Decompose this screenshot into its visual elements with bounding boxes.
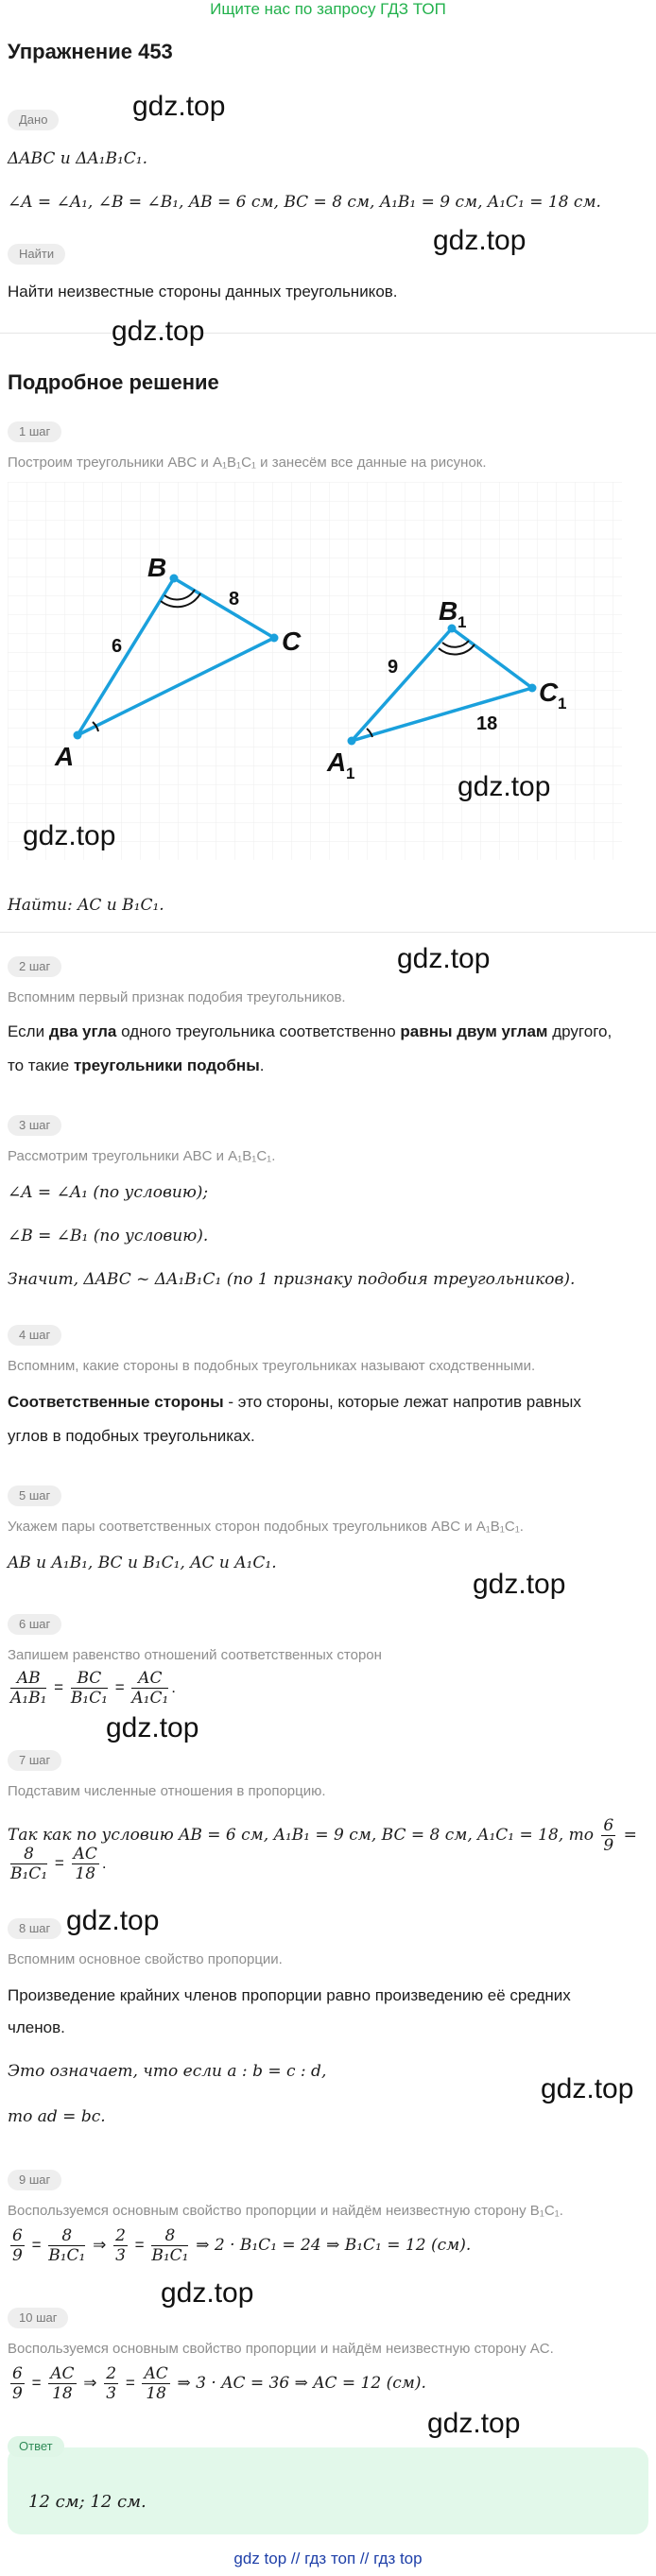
fraction	[48, 2226, 85, 2265]
vertex-a1	[348, 737, 356, 746]
equals-sign: =	[134, 2235, 145, 2254]
label-a1: A	[327, 747, 347, 777]
numerator: 8	[151, 2226, 188, 2246]
watermark: gdz.top	[457, 771, 551, 802]
answer-text: 12 см; 12 см.	[28, 2492, 147, 2512]
step-4-description: Вспомним, какие стороны в подобных треугольниках называют сходственными.	[8, 1358, 536, 1374]
text: то такие	[8, 1056, 70, 1074]
equals-sign: =	[54, 1677, 64, 1696]
equation-tail: ⇒ 3 · AC = 36 ⇒ AC = 12 (см).	[177, 2373, 426, 2393]
watermark: gdz.top	[427, 2408, 521, 2439]
denominator: 3	[106, 2384, 117, 2403]
watermark: gdz.top	[106, 1712, 199, 1743]
label-b1: B	[439, 596, 458, 626]
side-bc-label: 8	[229, 589, 240, 610]
numerator: 2	[115, 2226, 126, 2245]
step-1-tag: 1 шаг	[8, 421, 61, 442]
denominator: B₁C₁	[10, 1864, 48, 1883]
fraction	[71, 1669, 108, 1708]
exercise-title: Упражнение 453	[8, 40, 173, 63]
side-ab-label: 6	[112, 636, 123, 657]
numerator: 8	[48, 2226, 85, 2246]
text: - это стороны, которые лежат напротив равных	[223, 1393, 581, 1411]
step-6-description: Запишем равенство отношений соответственных сторон	[8, 1647, 382, 1663]
equals-sign: =	[54, 1853, 64, 1872]
bold-text: равны двум углам	[400, 1022, 548, 1040]
fraction	[72, 1845, 99, 1883]
watermark: gdz.top	[66, 1905, 160, 1936]
numerator: AC	[131, 1669, 168, 1689]
numerator: AB	[10, 1669, 46, 1689]
equation-tail: ⇒ 2 · B₁C₁ = 24 ⇒ B₁C₁ = 12 (см).	[196, 2235, 472, 2255]
step-10-proportion	[8, 2364, 426, 2403]
equals-sign: =	[623, 1826, 637, 1845]
watermark: gdz.top	[23, 820, 116, 851]
step-10-description: Воспользуемся основным свойство пропорции и найдём неизвестную сторону AC.	[8, 2341, 554, 2357]
step-2-line-1	[8, 1021, 612, 1043]
given-line-1: ΔABC и ΔA₁B₁C₁.	[8, 149, 148, 168]
numerator: 2	[106, 2364, 117, 2383]
bold-text: Соответственные стороны	[8, 1393, 224, 1411]
watermark: gdz.top	[112, 316, 205, 347]
step-8-line-2: членов.	[8, 2018, 65, 2036]
fraction	[601, 1816, 615, 1855]
fraction	[113, 2226, 128, 2265]
watermark: gdz.top	[433, 225, 527, 256]
step-8-description: Вспомним основное свойство пропорции.	[8, 1951, 283, 1967]
step-6-tag: 6 шаг	[8, 1614, 61, 1635]
equals-sign: =	[114, 1677, 125, 1696]
step-3-line-2: ∠B = ∠B₁ (по условию).	[8, 1227, 209, 1245]
numerator: AC	[144, 2364, 168, 2383]
fraction	[10, 2226, 25, 2265]
watermark: gdz.top	[397, 943, 491, 974]
equals-sign: =	[31, 2235, 42, 2254]
fraction	[151, 2226, 188, 2265]
fraction	[48, 2364, 76, 2403]
step-8-line-1: Произведение крайних членов пропорции равно произведению её средних	[8, 1986, 571, 2004]
step-9-proportion	[8, 2226, 471, 2265]
denominator: A₁B₁	[10, 1689, 47, 1708]
label-c: C	[282, 627, 302, 656]
find-text: Найти неизвестные стороны данных треугольников.	[8, 283, 398, 301]
equals-sign: =	[31, 2373, 42, 2392]
numerator: AC	[73, 1845, 97, 1863]
given-line-2: ∠A = ∠A₁, ∠B = ∠B₁, AB = 6 см, BC = 8 см, A₁B₁ = 9 см, A₁C₁ = 18 см.	[8, 193, 601, 212]
watermark: gdz.top	[132, 91, 226, 122]
denominator: A₁C₁	[131, 1689, 169, 1708]
denominator: B₁C₁	[151, 2246, 189, 2265]
numerator: BC	[71, 1669, 108, 1689]
step-9-tag: 9 шаг	[8, 2170, 61, 2190]
label-b1-sub: 1	[457, 613, 467, 631]
step-8-line-3: Это означает, что если a : b = c : d,	[8, 2062, 327, 2081]
label-b: B	[147, 553, 167, 582]
step-3-description: Рассмотрим треугольники ABC и A₁B₁C₁.	[8, 1148, 276, 1164]
fraction	[10, 1669, 46, 1708]
step-2-description: Вспомним первый признак подобия треугольников.	[8, 989, 346, 1005]
side-a1b1-label: 9	[388, 657, 399, 678]
text: одного треугольника соответственно	[121, 1022, 396, 1040]
step-5-description: Укажем пары соответственных сторон подобных треугольников ABC и A₁B₁C₁.	[8, 1519, 524, 1535]
text: Если	[8, 1022, 45, 1040]
denominator: B₁C₁	[48, 2246, 86, 2265]
step-10-tag: 10 шаг	[8, 2308, 68, 2328]
triangles-figure	[8, 482, 622, 860]
bold-text: треугольники подобны	[73, 1056, 260, 1074]
step-4-line-1	[8, 1391, 581, 1414]
step-9-description: Воспользуемся основным свойство пропорции и найдём неизвестную сторону B₁C₁.	[8, 2203, 563, 2219]
label-c1: C	[539, 678, 559, 707]
label-a1-sub: 1	[346, 764, 355, 782]
watermark: gdz.top	[541, 2073, 634, 2104]
implies-arrow: ⇒	[83, 2373, 97, 2392]
watermark: gdz.top	[473, 1569, 566, 1600]
fraction	[104, 2364, 118, 2403]
fraction	[142, 2364, 169, 2403]
label-a: A	[55, 742, 75, 771]
step-2-tag: 2 шаг	[8, 956, 61, 977]
vertex-b	[170, 575, 179, 583]
denominator: 9	[603, 1836, 614, 1855]
denominator: 18	[146, 2384, 166, 2403]
step-3-line-3: Значит, ΔABC ~ ΔA₁B₁C₁ (по 1 признаку подобия треугольников).	[8, 1270, 576, 1289]
step-4-tag: 4 шаг	[8, 1325, 61, 1346]
numerator: 6	[603, 1816, 614, 1835]
step-8-line-4: то ad = bc.	[8, 2107, 106, 2126]
step-4-line-2: углов в подобных треугольниках.	[8, 1427, 255, 1445]
find-tag: Найти	[8, 244, 65, 265]
step-7-description: Подставим численные отношения в пропорцию.	[8, 1783, 326, 1799]
denominator: 3	[115, 2246, 126, 2265]
step-6-proportion	[8, 1669, 176, 1708]
given-tag: Дано	[8, 110, 59, 130]
fraction	[10, 1845, 47, 1883]
step-5-tag: 5 шаг	[8, 1485, 61, 1506]
bold-text: два угла	[48, 1022, 117, 1040]
denominator: 9	[12, 2246, 23, 2265]
period: .	[101, 1853, 107, 1872]
implies-arrow: ⇒	[93, 2235, 107, 2254]
solution-title: Подробное решение	[8, 370, 219, 394]
label-c1-sub: 1	[558, 695, 567, 713]
step-2-line-2	[8, 1055, 264, 1077]
answer-tag: Ответ	[8, 2436, 64, 2457]
vertex-c	[270, 634, 279, 643]
denominator: 18	[75, 1864, 96, 1883]
fraction	[10, 2364, 25, 2403]
footer-links[interactable]: gdz top // гдз топ // гдз top	[233, 2550, 423, 2567]
divider	[0, 333, 656, 334]
grid-background	[8, 482, 622, 860]
step-5-line-1: AB и A₁B₁, BC и B₁C₁, AC и A₁C₁.	[8, 1554, 277, 1572]
denominator: 18	[52, 2384, 73, 2403]
side-a1c1-label: 18	[476, 713, 498, 734]
step-1-find: Найти: AC и B₁C₁.	[8, 896, 164, 915]
text: .	[259, 1056, 265, 1074]
numerator: 8	[10, 1845, 47, 1864]
top-search-hint[interactable]: Ищите нас по запросу ГДЗ ТОП	[210, 0, 446, 18]
equals-sign: =	[125, 2373, 135, 2392]
text: другого,	[552, 1022, 613, 1040]
text: Так как по условию AB = 6 см, A₁B₁ = 9 см, BC = 8 см, A₁C₁ = 18, то	[8, 1826, 594, 1845]
watermark: gdz.top	[161, 2277, 254, 2309]
numerator: 6	[12, 2226, 23, 2245]
vertex-c1	[528, 684, 537, 693]
numerator: AC	[50, 2364, 75, 2383]
period: .	[171, 1677, 177, 1696]
step-1-description: Построим треугольники ABC и A₁B₁C₁ и занесём все данные на рисунок.	[8, 455, 487, 471]
vertex-a	[74, 731, 82, 740]
denominator: B₁C₁	[70, 1689, 108, 1708]
step-8-tag: 8 шаг	[8, 1918, 61, 1939]
denominator: 9	[12, 2384, 23, 2403]
step-3-line-1: ∠A = ∠A₁ (по условию);	[8, 1183, 209, 1202]
fraction	[131, 1669, 168, 1708]
step-7-proportion	[8, 1845, 107, 1883]
step-7-tag: 7 шаг	[8, 1750, 61, 1771]
numerator: 6	[12, 2364, 23, 2383]
divider	[0, 932, 656, 933]
step-3-tag: 3 шаг	[8, 1115, 61, 1136]
